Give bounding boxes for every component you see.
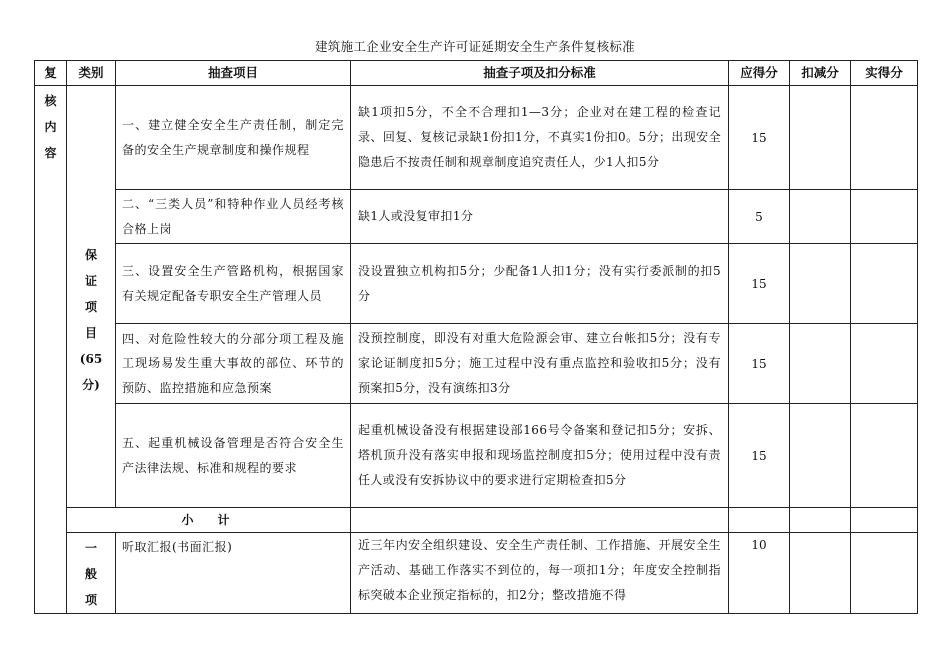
header-deduct-score: 扣减分	[790, 61, 851, 86]
review-standard-table	[34, 60, 918, 614]
document-title: 建筑施工企业安全生产许可证延期安全生产条件复核标准	[314, 39, 635, 54]
subtotal-label: 小 计	[67, 508, 351, 533]
header-actual-score: 实得分	[851, 61, 918, 86]
deduct-score	[790, 244, 851, 324]
deduct-score	[790, 324, 851, 404]
subtotal-row	[35, 508, 918, 533]
actual-score	[851, 404, 918, 508]
table-row	[35, 244, 918, 324]
criteria-cell: 近三年内安全组织建设、安全生产责任制、工作措施、开展安全生产活动、基础工作落实不到位的，每一项扣1分；年度安全控制指标突破本企业预定指标的，扣2分；整改措施不得	[351, 533, 729, 614]
criteria-cell: 缺1人或没复审扣1分	[351, 190, 729, 244]
due-score: 10	[729, 533, 790, 614]
check-item: 四、对危险性较大的分部分项工程及施工现场易发生重大事故的部位、环节的预防、监控措施和应急预案	[116, 324, 351, 404]
header-criteria: 抽查子项及扣分标准	[351, 61, 729, 86]
due-score: 5	[729, 190, 790, 244]
subtotal-actual	[851, 508, 918, 533]
check-item: 五、起重机械设备管理是否符合安全生产法律法规、标准和规程的要求	[116, 404, 351, 508]
subtotal-criteria	[351, 508, 729, 533]
actual-score	[851, 324, 918, 404]
subtotal-due	[729, 508, 790, 533]
check-item: 听取汇报(书面汇报)	[116, 533, 351, 614]
criteria-cell: 缺1项扣5分，不全不合理扣1—3分；企业对在建工程的检查记录、回复、复核记录缺1份扣1分，不真实1份扣0。5分；出现安全隐患后不按责任制和规章制度追究责任人，少1人扣5分	[351, 86, 729, 190]
due-score: 15	[729, 244, 790, 324]
actual-score	[851, 86, 918, 190]
table-row	[35, 533, 918, 614]
check-item: 一、建立健全安全生产责任制，制定完备的安全生产规章制度和操作规程	[116, 86, 351, 190]
deduct-score	[790, 533, 851, 614]
criteria-cell: 起重机械设备没有根据建设部166号令备案和登记扣5分；安拆、塔机顶升没有落实申报和现场监控制度扣5分；使用过程中没有责任人或没有安拆协议中的要求进行定期检查扣5分	[351, 404, 729, 508]
criteria-cell: 没设置独立机构扣5分；少配备1人扣1分；没有实行委派制的扣5分	[351, 244, 729, 324]
due-score: 15	[729, 404, 790, 508]
due-score: 15	[729, 86, 790, 190]
category-general: 一 般 项	[67, 533, 116, 614]
header-col1: 复	[35, 61, 67, 86]
table-row	[35, 324, 918, 404]
header-item: 抽查项目	[116, 61, 351, 86]
header-category: 类别	[67, 61, 116, 86]
deduct-score	[790, 86, 851, 190]
actual-score	[851, 190, 918, 244]
category-guarantee: 保 证 项 目 (65 分)	[67, 86, 116, 508]
criteria-cell: 没预控制度，即没有对重大危险源会审、建立台帐扣5分；没有专家论证制度扣5分；施工过程中没有重点监控和验收扣5分；没有预案扣5分，没有演练扣3分	[351, 324, 729, 404]
subtotal-deduct	[790, 508, 851, 533]
actual-score	[851, 533, 918, 614]
check-item: 二、“三类人员”和特种作业人员经考核合格上岗	[116, 190, 351, 244]
header-due-score: 应得分	[729, 61, 790, 86]
check-item: 三、设置安全生产管路机构，根据国家有关规定配备专职安全生产管理人员	[116, 244, 351, 324]
table-header-row	[35, 61, 918, 86]
actual-score	[851, 244, 918, 324]
review-content-label: 核 内 容	[35, 86, 67, 614]
table-row	[35, 190, 918, 244]
table-row	[35, 404, 918, 508]
table-row	[35, 86, 918, 190]
deduct-score	[790, 190, 851, 244]
due-score: 15	[729, 324, 790, 404]
deduct-score	[790, 404, 851, 508]
